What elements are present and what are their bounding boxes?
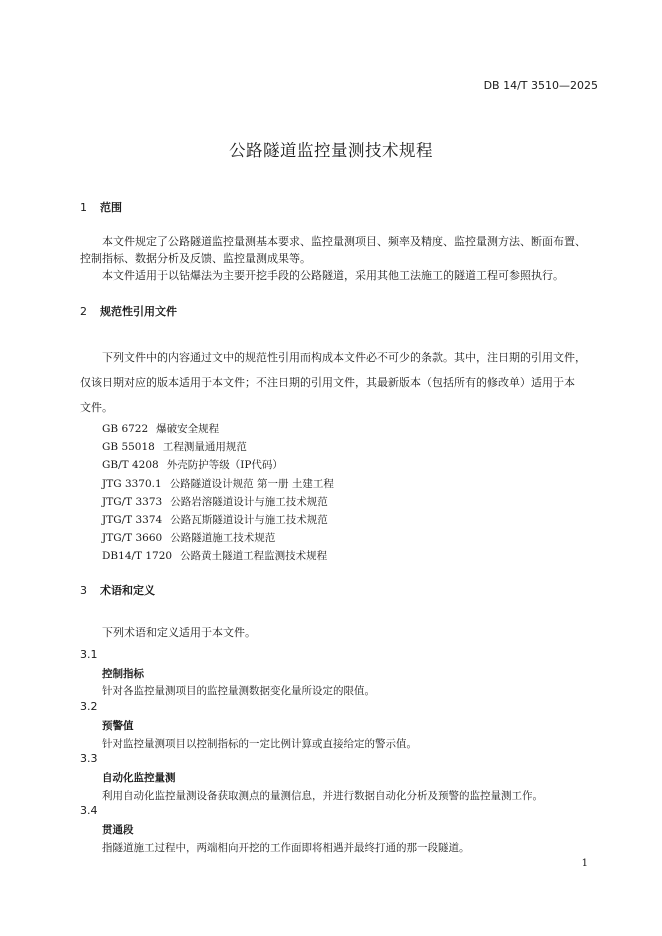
reference-code: JTG 3370.1 bbox=[102, 477, 162, 490]
reference-title: 工程测量通用规范 bbox=[162, 441, 247, 454]
normative-references-list bbox=[102, 420, 334, 566]
reference-title: 爆破安全规程 bbox=[156, 423, 220, 435]
standard-number: DB 14/T 3510—2025 bbox=[483, 79, 598, 92]
section-title: 规范性引用文件 bbox=[100, 305, 177, 318]
section-1-body bbox=[80, 233, 600, 284]
reference-title: 公路隧道施工技术规范 bbox=[170, 532, 276, 545]
section-title: 术语和定义 bbox=[100, 584, 155, 597]
reference-code: JTG/T 3373 bbox=[102, 495, 163, 508]
paragraph: 控制指标、数据分析及反馈、监控量测成果等。 bbox=[80, 252, 311, 265]
section-number: 3 bbox=[80, 584, 87, 597]
reference-item bbox=[102, 493, 334, 511]
paragraph: 仅该日期对应的版本适用于本文件；不注日期的引用文件，其最新版本（包括所有的修改单）适用于本 bbox=[80, 376, 575, 389]
paragraph: 本文件适用于以钻爆法为主要开挖手段的公路隧道，采用其他工法施工的隧道工程可参照执行。 bbox=[102, 269, 564, 282]
reference-title: 公路黄土隧道工程监测技术规程 bbox=[180, 550, 328, 563]
term-definition: 指隧道施工过程中，两端相向开挖的工作面即将相遇并最终打通的那一段隧道。 bbox=[102, 842, 470, 854]
paragraph: 文件。 bbox=[80, 401, 113, 414]
term-definition: 针对监控量测项目以控制指标的一定比例计算或直接给定的警示值。 bbox=[102, 738, 417, 750]
reference-item bbox=[102, 547, 334, 565]
term-definition: 利用自动化监控量测设备获取测点的量测信息，并进行数据自动化分析及预警的监控量测工作。 bbox=[102, 790, 543, 802]
term-name: 控制指标 bbox=[102, 668, 144, 680]
term-number: 3.2 bbox=[80, 700, 98, 713]
reference-item bbox=[102, 529, 334, 547]
paragraph: 下列文件中的内容通过文中的规范性引用而构成本文件必不可少的条款。其中，注日期的引用文件， bbox=[102, 351, 586, 364]
reference-item bbox=[102, 438, 334, 456]
reference-item bbox=[102, 420, 334, 438]
section-number: 1 bbox=[80, 201, 87, 214]
section-2-body bbox=[80, 345, 600, 420]
paragraph: 本文件规定了公路隧道监控量测基本要求、监控量测项目、频率及精度、监控量测方法、断面布置、 bbox=[102, 235, 586, 248]
section-2-heading bbox=[80, 303, 177, 319]
reference-title: 外壳防护等级（IP代码） bbox=[166, 459, 283, 472]
term-number: 3.4 bbox=[80, 804, 98, 817]
section-3-heading bbox=[80, 582, 155, 598]
term-name: 贯通段 bbox=[102, 824, 134, 836]
reference-code: GB 55018 bbox=[102, 441, 155, 454]
reference-item bbox=[102, 475, 334, 493]
reference-code: DB14/T 1720 bbox=[102, 550, 173, 563]
document-title: 公路隧道监控量测技术规程 bbox=[229, 141, 433, 160]
section-number: 2 bbox=[80, 305, 87, 318]
reference-code: GB 6722 bbox=[102, 423, 149, 435]
reference-title: 公路瓦斯隧道设计与施工技术规范 bbox=[170, 514, 328, 527]
reference-title: 公路隧道设计规范 第一册 土建工程 bbox=[169, 477, 334, 490]
section-title: 范围 bbox=[100, 201, 122, 214]
reference-item bbox=[102, 456, 334, 474]
reference-code: JTG/T 3660 bbox=[102, 532, 163, 545]
term-name: 预警值 bbox=[102, 720, 134, 732]
reference-code: JTG/T 3374 bbox=[102, 514, 163, 527]
term-number: 3.3 bbox=[80, 752, 98, 765]
section-3-intro: 下列术语和定义适用于本文件。 bbox=[102, 626, 256, 639]
page-number: 1 bbox=[581, 858, 588, 869]
section-1-heading bbox=[80, 199, 122, 215]
term-definition: 针对各监控量测项目的监控量测数据变化量所设定的限值。 bbox=[102, 685, 375, 697]
reference-item bbox=[102, 511, 334, 529]
reference-title: 公路岩溶隧道设计与施工技术规范 bbox=[170, 495, 328, 508]
term-name: 自动化监控量测 bbox=[102, 772, 176, 784]
reference-code: GB/T 4208 bbox=[102, 459, 159, 472]
term-number: 3.1 bbox=[80, 648, 98, 661]
